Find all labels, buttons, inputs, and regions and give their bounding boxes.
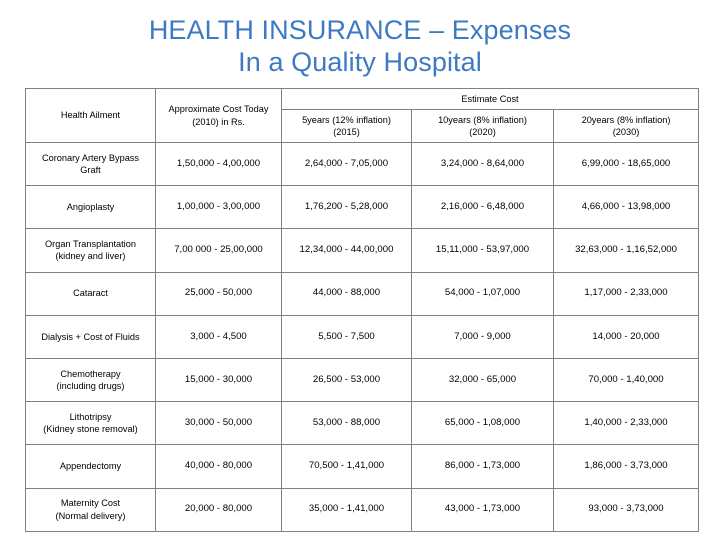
- cell-ailment: [26, 445, 156, 488]
- cell-cost-2030: 1,17,000 - 2,33,000: [554, 272, 699, 315]
- table-row: [26, 143, 699, 186]
- cell-cost-2020: 65,000 - 1,08,000: [412, 402, 554, 445]
- title-line-1: HEALTH INSURANCE – Expenses: [148, 15, 572, 45]
- header-estimate-cost: Estimate Cost: [282, 89, 699, 110]
- table-header: [26, 89, 699, 143]
- header-today-line-1: Approximate Cost Today: [168, 104, 269, 114]
- cell-ailment: [26, 272, 156, 315]
- table-header-row-top: [26, 89, 699, 110]
- header-10years-line-1: 10years (8% inflation): [438, 114, 527, 125]
- header-today-line-2: (2010) in Rs.: [192, 116, 245, 127]
- cell-cost-2020: 54,000 - 1,07,000: [412, 272, 554, 315]
- header-5years-line-2: (2015): [333, 127, 360, 137]
- cell-cost-2030: 32,63,000 - 1,16,52,000: [554, 229, 699, 272]
- title-line-2: In a Quality Hospital: [238, 47, 482, 77]
- cell-cost-2020: 86,000 - 1,73,000: [412, 445, 554, 488]
- cell-ailment: [26, 402, 156, 445]
- cell-cost-2015: 35,000 - 1,41,000: [282, 488, 412, 531]
- cell-ailment: [26, 229, 156, 272]
- table-row: [26, 315, 699, 358]
- table-row: [26, 272, 699, 315]
- cell-cost-2015: 44,000 - 88,000: [282, 272, 412, 315]
- cell-cost-today: 7,00 000 - 25,00,000: [156, 229, 282, 272]
- cell-cost-2030: 1,86,000 - 3,73,000: [554, 445, 699, 488]
- table-body: [26, 143, 699, 532]
- table-row: [26, 186, 699, 229]
- header-10years-line-2: (2020): [469, 127, 496, 137]
- cell-cost-2015: 1,76,200 - 5,28,000: [282, 186, 412, 229]
- header-20years-line-2: (2030): [612, 127, 640, 137]
- cell-cost-2030: 6,99,000 - 18,65,000: [554, 143, 699, 186]
- header-5years-2015: [282, 110, 412, 143]
- header-approximate-cost-today: [156, 89, 282, 143]
- ailment-line-2: (Normal delivery): [55, 510, 126, 521]
- table-row: [26, 402, 699, 445]
- ailment-line-1: Dialysis + Cost of Fluids: [41, 331, 140, 342]
- cell-cost-2015: 5,500 - 7,500: [282, 315, 412, 358]
- ailment-line-1: Lithotripsy: [69, 411, 112, 422]
- header-20years-2030: [554, 110, 699, 143]
- cell-cost-today: 30,000 - 50,000: [156, 402, 282, 445]
- cell-cost-today: 1,50,000 - 4,00,000: [156, 143, 282, 186]
- header-10years-2020: [412, 110, 554, 143]
- ailment-line-1: Cataract: [73, 288, 108, 299]
- header-health-ailment: Health Ailment: [26, 89, 156, 143]
- ailment-line-2: (Kidney stone removal): [43, 424, 138, 435]
- cell-ailment: [26, 358, 156, 401]
- cell-cost-2015: 53,000 - 88,000: [282, 402, 412, 445]
- table-row: [26, 445, 699, 488]
- ailment-line-1: Organ Transplantation: [45, 238, 136, 249]
- ailment-line-2: (including drugs): [56, 381, 125, 392]
- header-20years-line-1: 20years (8% inflation): [581, 114, 671, 125]
- cell-cost-today: 3,000 - 4,500: [156, 315, 282, 358]
- ailment-line-2: Graft: [80, 165, 101, 176]
- ailment-line-1: Appendectomy: [59, 461, 122, 472]
- cell-cost-2020: 7,000 - 9,000: [412, 315, 554, 358]
- ailment-line-1: Coronary Artery Bypass: [41, 152, 139, 163]
- cell-cost-2020: 32,000 - 65,000: [412, 358, 554, 401]
- cell-cost-today: 20,000 - 80,000: [156, 488, 282, 531]
- cell-ailment: [26, 186, 156, 229]
- cell-cost-today: 1,00,000 - 3,00,000: [156, 186, 282, 229]
- cell-cost-today: 15,000 - 30,000: [156, 358, 282, 401]
- table-row: [26, 488, 699, 531]
- cell-cost-2020: 43,000 - 1,73,000: [412, 488, 554, 531]
- ailment-line-1: Angioplasty: [66, 202, 115, 213]
- table-row: [26, 229, 699, 272]
- health-expenses-table: [25, 88, 699, 532]
- cell-ailment: [26, 315, 156, 358]
- cell-cost-2030: 93,000 - 3,73,000: [554, 488, 699, 531]
- cell-cost-2015: 12,34,000 - 44,00,000: [282, 229, 412, 272]
- cell-cost-2030: 1,40,000 - 2,33,000: [554, 402, 699, 445]
- ailment-line-1: Maternity Cost: [60, 498, 121, 509]
- cell-cost-2020: 15,11,000 - 53,97,000: [412, 229, 554, 272]
- cell-cost-2020: 2,16,000 - 6,48,000: [412, 186, 554, 229]
- cell-cost-today: 40,000 - 80,000: [156, 445, 282, 488]
- table-row: [26, 358, 699, 401]
- ailment-line-1: Chemotherapy: [60, 368, 121, 379]
- cell-cost-today: 25,000 - 50,000: [156, 272, 282, 315]
- ailment-line-2: (kidney and liver): [55, 251, 126, 262]
- page-title: [0, 14, 720, 78]
- cell-ailment: [26, 143, 156, 186]
- cell-cost-2015: 2,64,000 - 7,05,000: [282, 143, 412, 186]
- cost-table-container: [25, 88, 698, 532]
- cell-cost-2030: 70,000 - 1,40,000: [554, 358, 699, 401]
- cell-ailment: [26, 488, 156, 531]
- header-5years-line-1: 5years (12% inflation): [302, 114, 391, 125]
- cell-cost-2020: 3,24,000 - 8,64,000: [412, 143, 554, 186]
- cell-cost-2015: 26,500 - 53,000: [282, 358, 412, 401]
- cell-cost-2015: 70,500 - 1,41,000: [282, 445, 412, 488]
- cell-cost-2030: 4,66,000 - 13,98,000: [554, 186, 699, 229]
- cell-cost-2030: 14,000 - 20,000: [554, 315, 699, 358]
